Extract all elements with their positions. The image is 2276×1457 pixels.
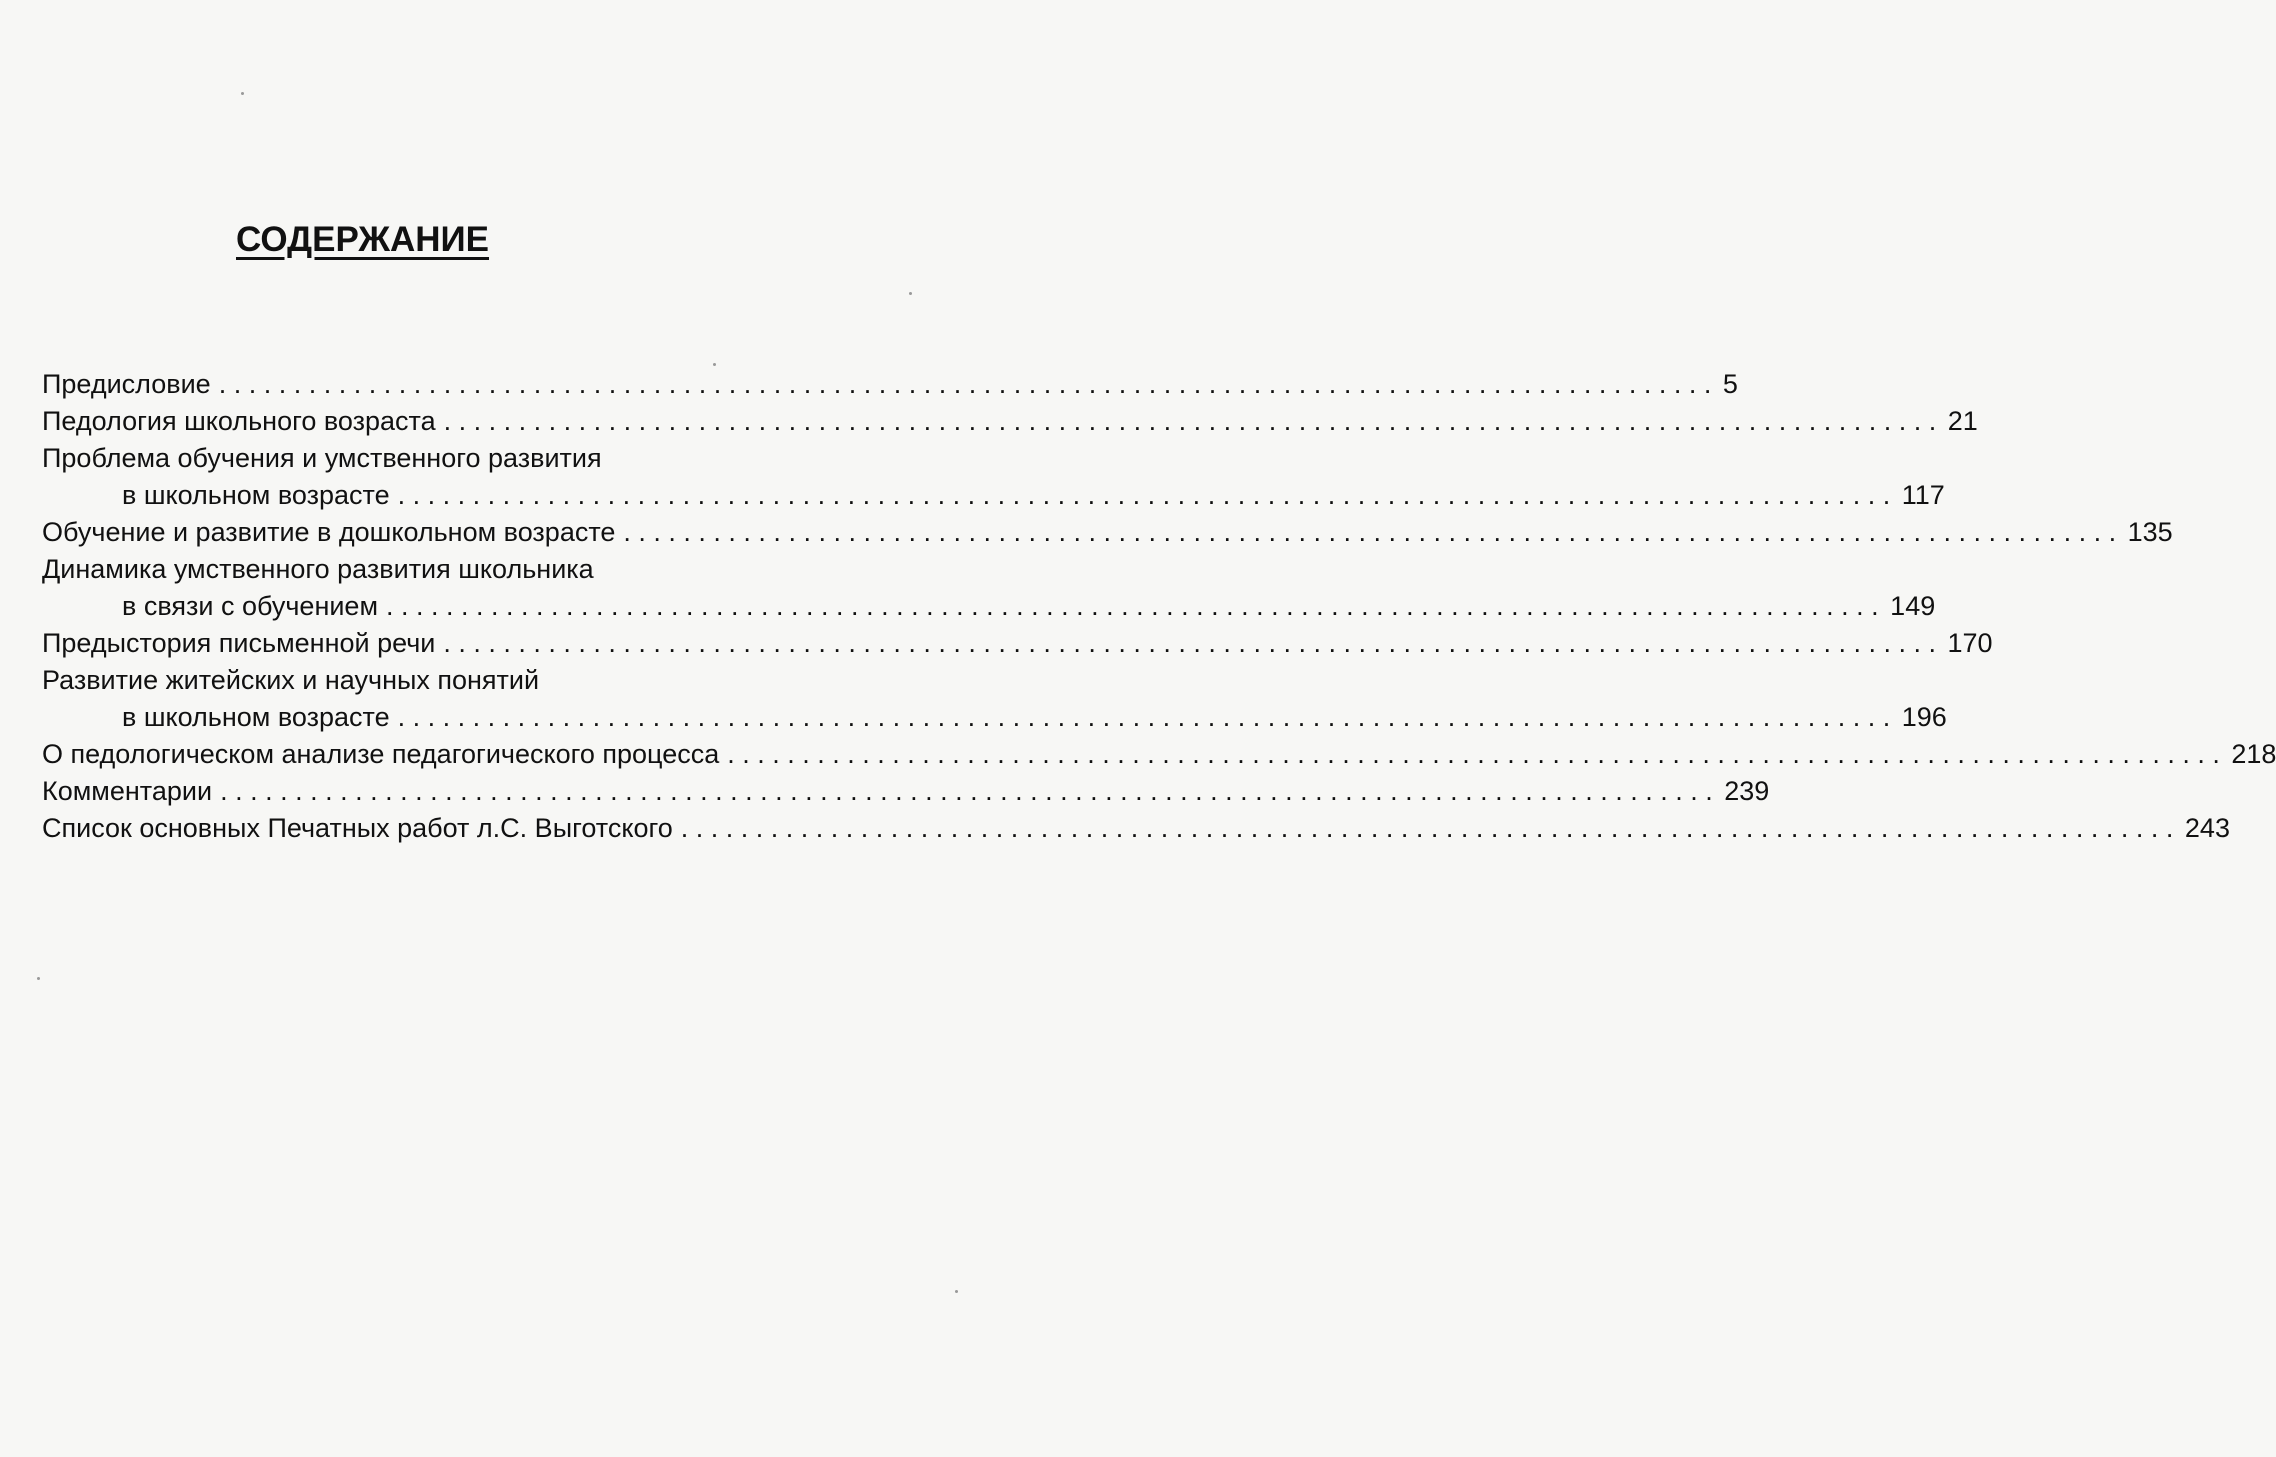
toc-page-number: 170 xyxy=(1947,628,1993,658)
toc-entry-label: Развитие житейских и научных понятий xyxy=(42,665,540,695)
toc-entry-label: Предыстория письменной речи xyxy=(42,628,436,658)
dot-leader: .................................................................................................... xyxy=(397,480,1898,510)
toc-entry-school-age-pedology[interactable] xyxy=(42,403,1978,440)
toc-entry-preface[interactable] xyxy=(42,366,1738,403)
toc-entry-label: Комментарии xyxy=(42,776,213,806)
toc-entry-label: Обучение и развитие в дошкольном возрасте xyxy=(42,517,616,547)
dot-leader: .................................................................................................... xyxy=(397,702,1898,732)
dot-leader: .................................................................................................... xyxy=(386,591,1887,621)
toc-entry-concepts-development-cont[interactable] xyxy=(42,699,1947,736)
dot-leader: .................................................................................................... xyxy=(443,406,1944,436)
toc-entry-mental-dynamics-cont[interactable] xyxy=(42,588,1936,625)
toc-entry-pedagogical-analysis[interactable] xyxy=(42,736,2276,773)
toc-entry-comments[interactable] xyxy=(42,773,1770,810)
scan-speck xyxy=(909,292,912,295)
toc-entry-label: Динамика умственного развития школьника xyxy=(42,554,594,584)
toc-page-number: 21 xyxy=(1947,406,1978,436)
toc-entry-label: Проблема обучения и умственного развития xyxy=(42,443,602,473)
toc-entry-label: Педология школьного возраста xyxy=(42,406,436,436)
dot-leader: .................................................................................................... xyxy=(220,776,1721,806)
scan-speck xyxy=(241,92,244,95)
scan-speck xyxy=(713,363,716,366)
scan-speck xyxy=(955,1290,958,1293)
toc-page-number: 239 xyxy=(1724,776,1770,806)
toc-entry-concepts-development[interactable] xyxy=(42,662,914,699)
toc-entry-label: в связи с обучением xyxy=(122,591,379,621)
toc-entry-learning-problem-cont[interactable] xyxy=(42,477,1945,514)
toc-page-number: 149 xyxy=(1890,591,1936,621)
toc-entry-mental-dynamics[interactable] xyxy=(42,551,914,588)
dot-leader: .................................................................................................... xyxy=(443,628,1944,658)
toc-entry-label: в школьном возрасте xyxy=(122,480,390,510)
toc-page-number: 117 xyxy=(1901,480,1945,510)
toc-entry-label: в школьном возрасте xyxy=(122,702,390,732)
toc-entry-written-speech[interactable] xyxy=(42,625,1993,662)
page-title: СОДЕРЖАНИЕ xyxy=(236,220,490,259)
toc-page-number: 135 xyxy=(2127,517,2173,547)
toc-page-number: 5 xyxy=(1722,369,1738,399)
toc-page-number: 218 xyxy=(2231,739,2276,769)
toc-entry-bibliography[interactable] xyxy=(42,810,2230,847)
dot-leader: .................................................................................................... xyxy=(680,813,2181,843)
toc-entry-label: Список основных Печатных работ л.С. Выготского xyxy=(42,813,673,843)
table-of-contents xyxy=(42,366,2276,847)
scan-speck xyxy=(37,977,40,980)
toc-page-number: 196 xyxy=(1901,702,1947,732)
toc-entry-label: Предисловие xyxy=(42,369,211,399)
dot-leader: .................................................................................................... xyxy=(218,369,1719,399)
dot-leader: .................................................................................................... xyxy=(623,517,2124,547)
toc-entry-preschool-learning[interactable] xyxy=(42,514,2173,551)
dot-leader: .................................................................................................... xyxy=(727,739,2228,769)
toc-page-number: 243 xyxy=(2184,813,2230,843)
toc-entry-learning-problem[interactable] xyxy=(42,440,914,477)
toc-entry-label: О педологическом анализе педагогического процесса xyxy=(42,739,720,769)
